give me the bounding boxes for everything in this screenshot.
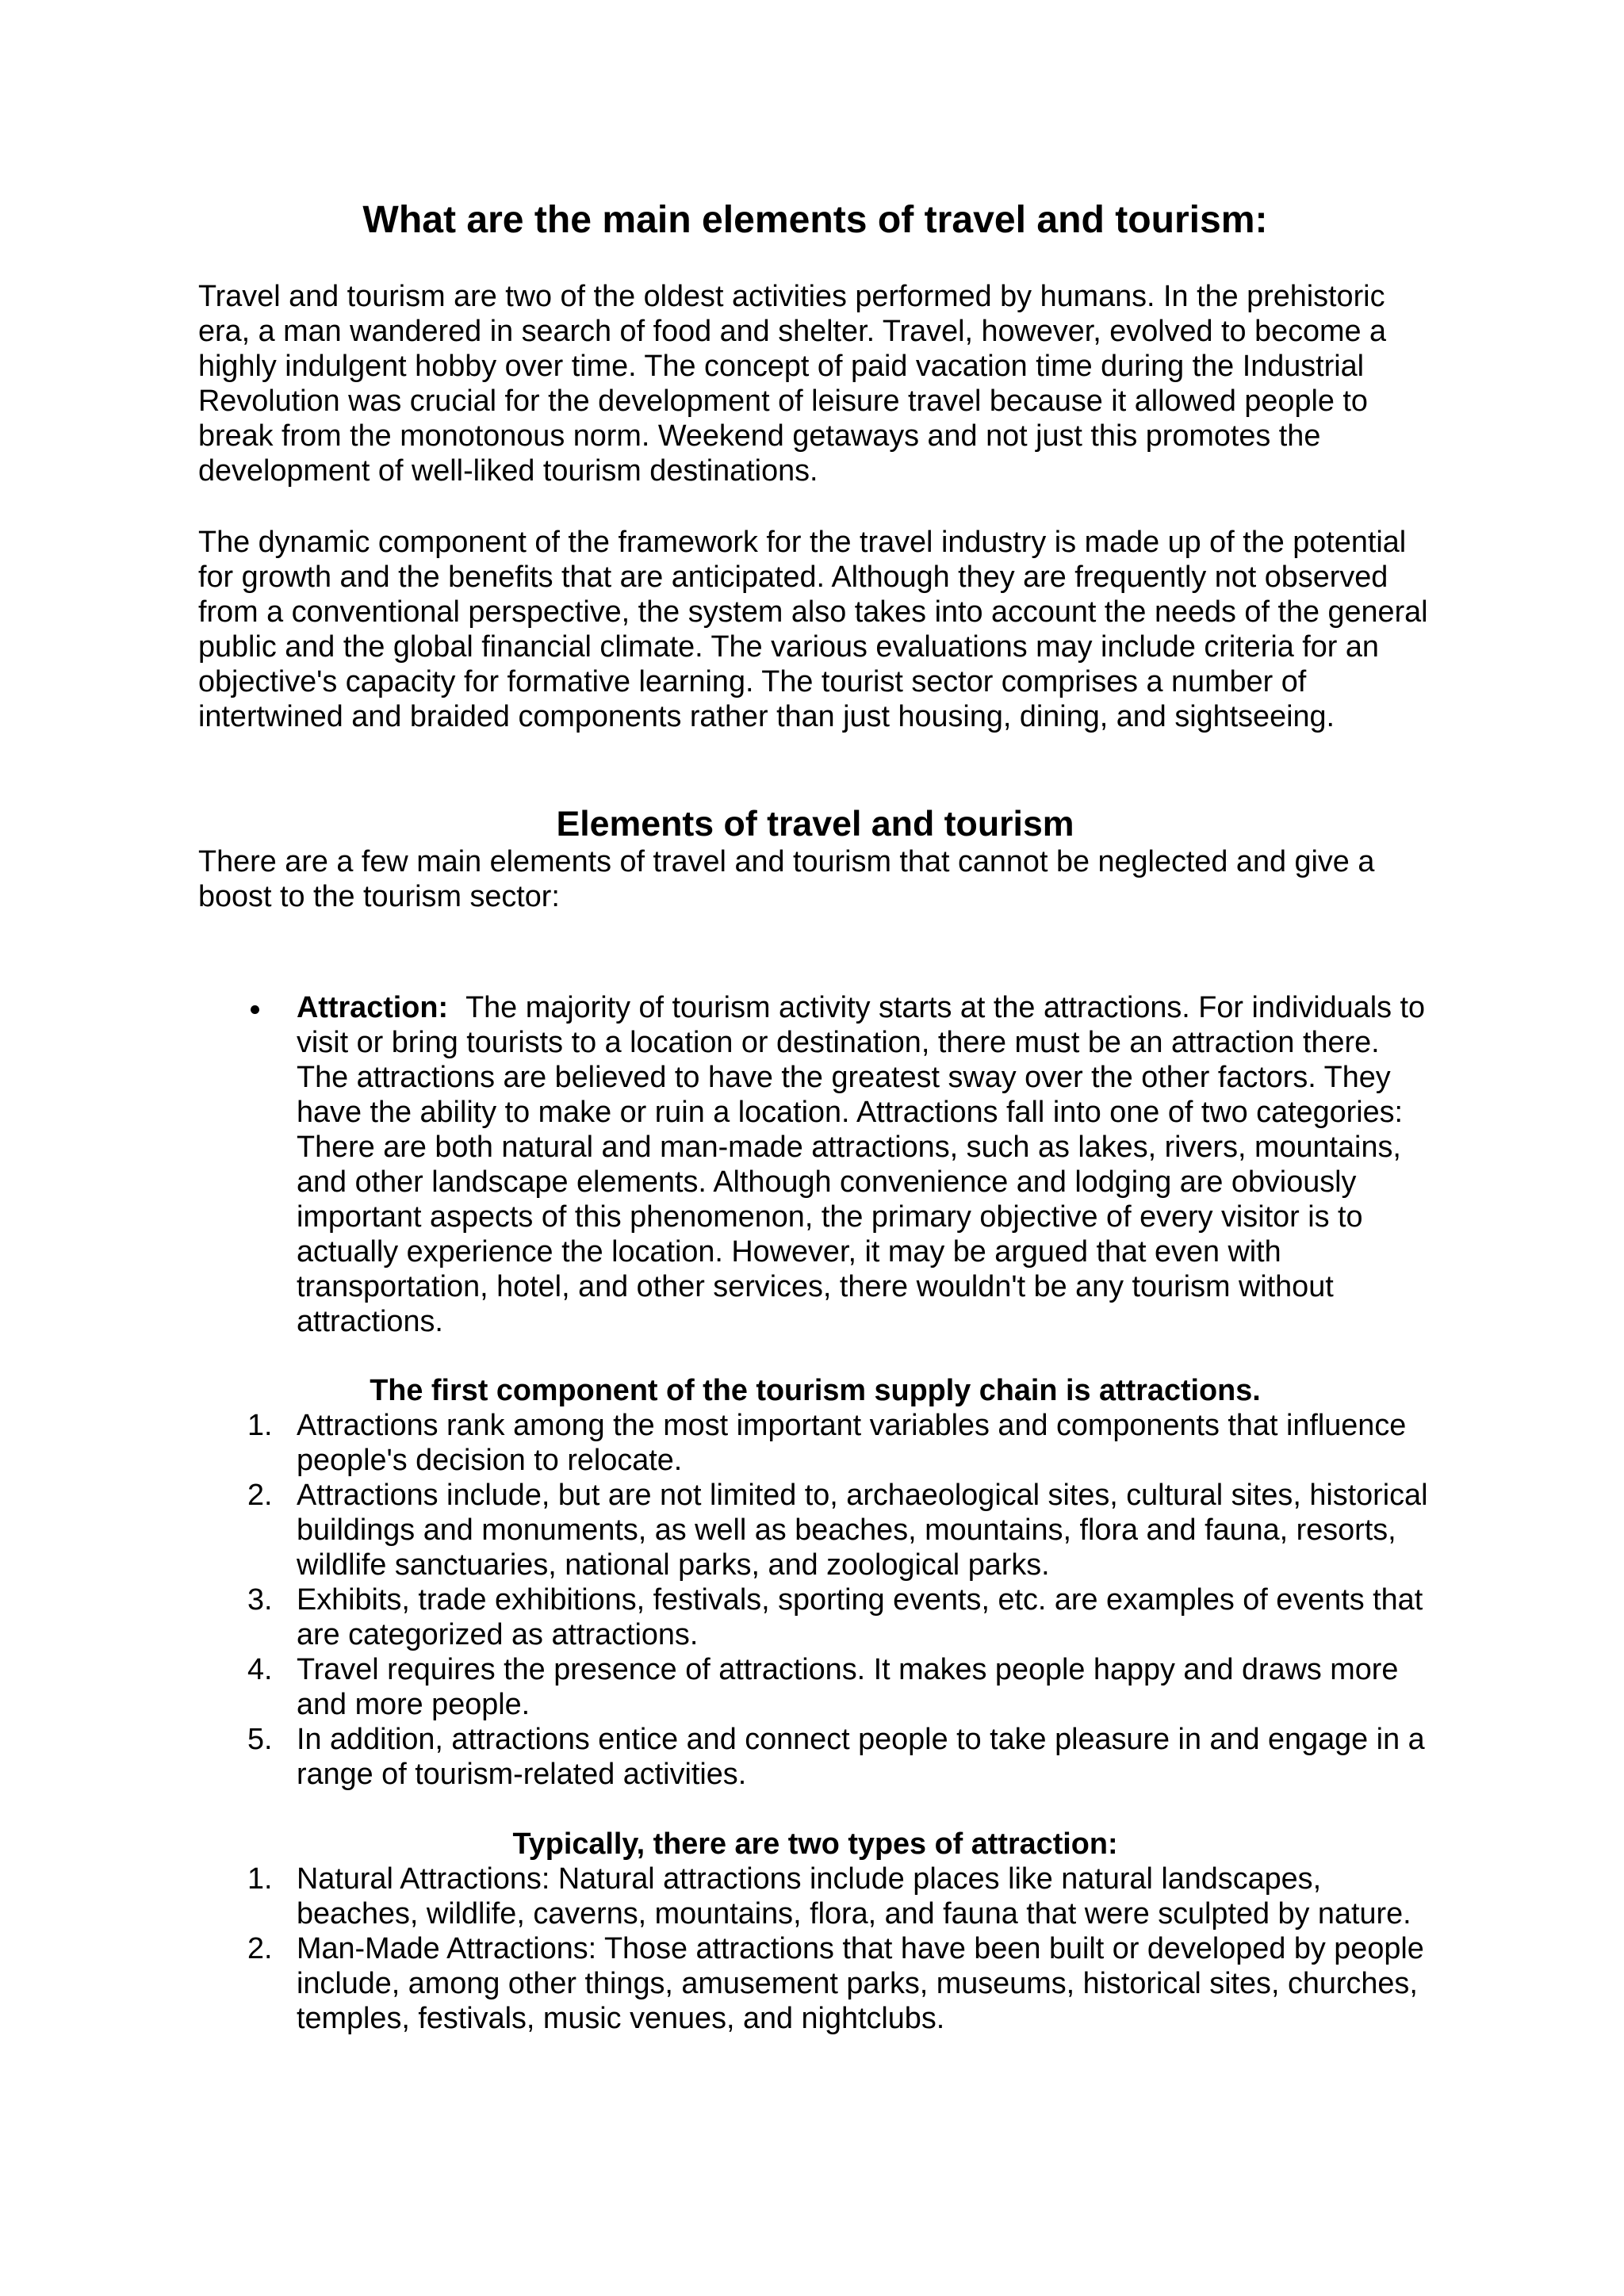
text-line: The dynamic component of the framework for the travel industry is made up of the potential <box>198 526 1407 559</box>
text-line: Travel and tourism are two of the oldest activities performed by humans. In the prehistoric <box>198 280 1385 313</box>
text-line: The attractions are believed to have the greatest sway over the other factors. They <box>297 1061 1391 1094</box>
text-line: In addition, attractions entice and connect people to take pleasure in and engage in a <box>297 1723 1425 1756</box>
list-item-text <box>297 1722 1432 1792</box>
text-line: Revolution was crucial for the development of leisure travel because it allowed people to <box>198 385 1368 418</box>
list-item-text <box>297 1652 1432 1722</box>
text-line: highly indulgent hobby over time. The concept of paid vacation time during the Industrial <box>198 350 1365 383</box>
section-intro <box>198 844 1432 914</box>
bullet-item-text <box>297 990 1432 1339</box>
list-item <box>198 1478 1432 1582</box>
text-span: The majority of tourism activity starts at the attractions. For individuals to <box>465 991 1426 1024</box>
attraction-types-list <box>198 1862 1432 2036</box>
list-item <box>198 1931 1432 2036</box>
text-line: transportation, hotel, and other services, there wouldn't be any tourism without <box>297 1270 1334 1303</box>
bullet-item-label: Attraction: <box>297 991 449 1024</box>
text-line: Exhibits, trade exhibitions, festivals, sporting events, etc. are examples of events that <box>297 1583 1423 1617</box>
text-line: era, a man wandered in search of food and shelter. Travel, however, evolved to become a <box>198 315 1387 348</box>
text-line: public and the global financial climate. The various evaluations may include criteria for an <box>198 630 1379 664</box>
list-item-text <box>297 1478 1432 1582</box>
text-line: actually experience the location. However, it may be argued that even with <box>297 1235 1281 1269</box>
text-line: development of well-liked tourism destinations. <box>198 454 818 488</box>
text-line: wildlife sanctuaries, national parks, and zoological parks. <box>297 1548 1050 1582</box>
text-line: objective's capacity for formative learning. The tourist sector comprises a number of <box>198 665 1307 698</box>
list-number: 3. <box>247 1583 273 1617</box>
text-line: and more people. <box>297 1688 530 1721</box>
text-line: people's decision to relocate. <box>297 1444 683 1477</box>
text-line: are categorized as attractions. <box>297 1618 699 1651</box>
list-number: 4. <box>247 1653 273 1686</box>
text-line: attractions. <box>297 1305 443 1338</box>
attraction-types-heading: Typically, there are two types of attraction: <box>512 1827 1118 1861</box>
supply-chain-heading: The first component of the tourism supply chain is attractions. <box>370 1374 1261 1407</box>
text-line: Natural Attractions: Natural attractions include places like natural landscapes, <box>297 1862 1322 1896</box>
text-line: Attractions rank among the most important variables and components that influence <box>297 1409 1407 1442</box>
supply-chain-list <box>198 1408 1432 1792</box>
list-item-text <box>297 1862 1432 1931</box>
list-number: 1. <box>247 1862 273 1896</box>
text-line: from a conventional perspective, the system also takes into account the needs of the general <box>198 595 1428 629</box>
text-line: range of tourism-related activities. <box>297 1758 747 1791</box>
intro-paragraph-2 <box>198 525 1432 734</box>
list-number: 1. <box>247 1409 273 1442</box>
text-line: and other landscape elements. Although convenience and lodging are obviously <box>297 1165 1357 1199</box>
list-item <box>198 1722 1432 1792</box>
list-item-text <box>297 1931 1432 2036</box>
text-line: Attractions include, but are not limited to, archaeological sites, cultural sites, historical <box>297 1479 1428 1512</box>
page-title: What are the main elements of travel and tourism: <box>362 198 1268 241</box>
intro-paragraph-1 <box>198 279 1432 488</box>
text-line: boost to the tourism sector: <box>198 880 560 913</box>
list-item-text <box>297 1408 1432 1478</box>
text-line: There are both natural and man-made attractions, such as lakes, rivers, mountains, <box>297 1131 1401 1164</box>
list-item <box>198 1862 1432 1931</box>
text-line: have the ability to make or ruin a location. Attractions fall into one of two categories: <box>297 1096 1404 1129</box>
bullet-icon <box>251 1005 259 1014</box>
bullet-list <box>198 990 1432 1339</box>
text-line: include, among other things, amusement parks, museums, historical sites, churches, <box>297 1967 1418 2000</box>
text-line: important aspects of this phenomenon, the primary objective of every visitor is to <box>297 1200 1363 1234</box>
list-item <box>198 1652 1432 1722</box>
text-line: Travel requires the presence of attractions. It makes people happy and draws more <box>297 1653 1399 1686</box>
text-line: for growth and the benefits that are anticipated. Although they are frequently not observed <box>198 561 1388 594</box>
text-line: temples, festivals, music venues, and nightclubs. <box>297 2002 945 2035</box>
list-number: 5. <box>247 1723 273 1756</box>
text-line: intertwined and braided components rather than just housing, dining, and sightseeing. <box>198 700 1335 733</box>
list-item <box>198 1408 1432 1478</box>
text-line <box>297 990 1432 1025</box>
text-line: beaches, wildlife, caverns, mountains, flora, and fauna that were sculpted by nature. <box>297 1897 1411 1931</box>
list-item <box>198 1582 1432 1652</box>
text-line: buildings and monuments, as well as beaches, mountains, flora and fauna, resorts, <box>297 1513 1396 1547</box>
text-line: break from the monotonous norm. Weekend getaways and not just this promotes the <box>198 419 1321 453</box>
list-item-text <box>297 1582 1432 1652</box>
bullet-item-attraction <box>198 990 1432 1339</box>
list-number: 2. <box>247 1932 273 1965</box>
text-line: There are a few main elements of travel and tourism that cannot be neglected and give a <box>198 845 1375 878</box>
list-number: 2. <box>247 1479 273 1512</box>
section-heading: Elements of travel and tourism <box>556 805 1074 844</box>
text-line: visit or bring tourists to a location or destination, there must be an attraction there. <box>297 1026 1380 1059</box>
text-line: Man-Made Attractions: Those attractions that have been built or developed by people <box>297 1932 1424 1965</box>
